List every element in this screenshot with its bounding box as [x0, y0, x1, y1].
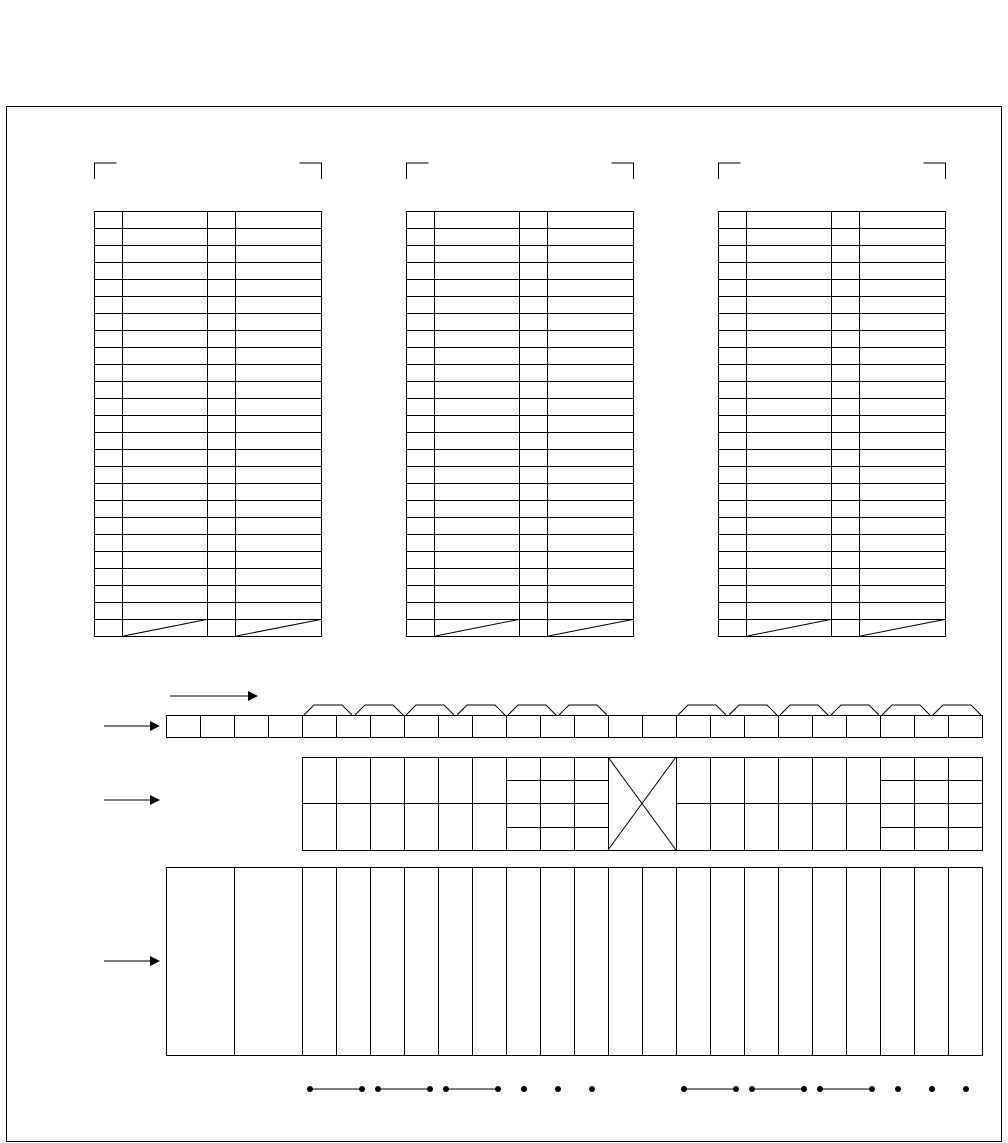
strip-bracket — [780, 705, 828, 715]
bracket-right — [300, 163, 322, 179]
arrow-top-indicator — [170, 691, 258, 701]
strip-bracket — [559, 705, 607, 715]
strip-bracket — [678, 705, 726, 715]
form-tables — [95, 211, 946, 637]
bottom-markers — [307, 1086, 969, 1092]
bracket-left — [407, 163, 429, 179]
table-2 — [407, 211, 634, 637]
table-diagonal-mark — [124, 620, 207, 637]
arrow-row-strip — [104, 721, 160, 731]
table-diagonal-mark — [436, 620, 519, 637]
marker-dot — [589, 1086, 595, 1092]
arrow-row-lower — [104, 956, 160, 966]
arrow-row-middle — [104, 795, 160, 805]
strip-bracket-marks — [304, 705, 981, 715]
outer-border — [7, 107, 1002, 1142]
strip-bracket — [933, 705, 981, 715]
table-diagonal-mark — [861, 620, 945, 637]
bracket-right — [612, 163, 634, 179]
lower-block — [167, 867, 983, 1056]
strip-bracket — [355, 705, 403, 715]
strip-bracket — [508, 705, 556, 715]
strip-bracket — [882, 705, 930, 715]
bracket-right — [924, 163, 946, 179]
middle-block — [302, 757, 983, 851]
cell-strip — [167, 715, 983, 738]
table-1 — [95, 211, 322, 637]
marker-dot — [895, 1086, 901, 1092]
marker-dot — [963, 1086, 969, 1092]
strip-bracket — [457, 705, 505, 715]
marker-dot — [521, 1086, 527, 1092]
strip-bracket — [729, 705, 777, 715]
marker-dot — [555, 1086, 561, 1092]
strip-bracket — [831, 705, 879, 715]
table-3 — [719, 211, 946, 637]
corner-bracket-pair — [95, 163, 322, 179]
table-diagonal-mark — [549, 620, 633, 637]
bracket-left — [719, 163, 741, 179]
bracket-left — [95, 163, 117, 179]
table-diagonal-mark — [237, 620, 321, 637]
corner-brackets — [95, 163, 946, 179]
corner-bracket-pair — [407, 163, 634, 179]
strip-bracket — [406, 705, 454, 715]
corner-bracket-pair — [719, 163, 946, 179]
table-diagonal-mark — [748, 620, 831, 637]
marker-dot — [929, 1086, 935, 1092]
strip-bracket — [304, 705, 352, 715]
